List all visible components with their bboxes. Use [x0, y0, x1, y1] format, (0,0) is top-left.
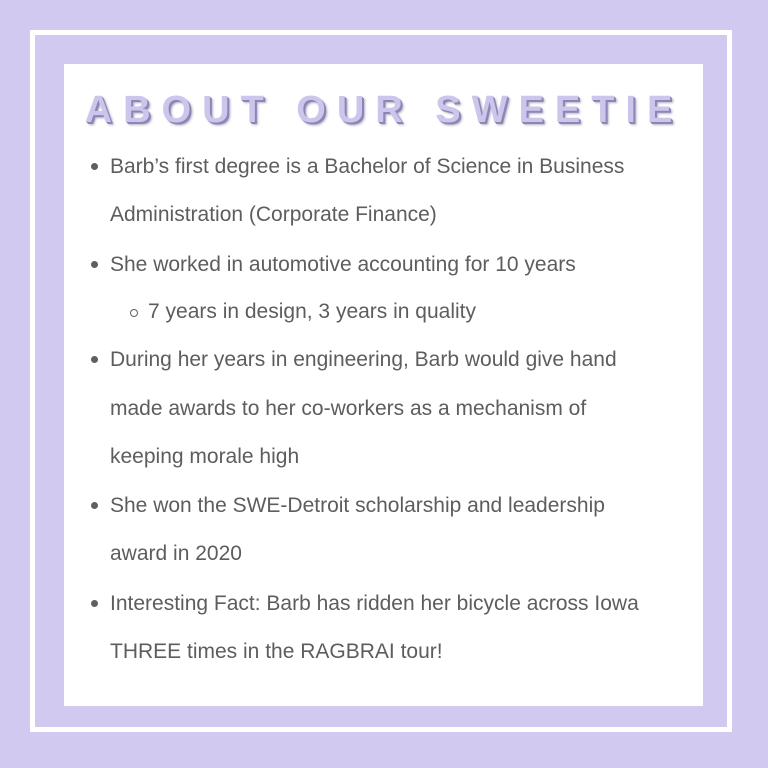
bullet-icon [91, 600, 101, 610]
list-item-line: She won the SWE-Detroit scholarship and leadership [110, 494, 605, 517]
list-item-line: Barb’s first degree is a Bachelor of Science in Business [110, 155, 625, 178]
bullet-icon [91, 356, 101, 366]
list-item-line: THREE times in the RAGBRAI tour! [110, 640, 443, 663]
page-title: ABOUT OUR SWEETIE [84, 89, 684, 131]
list-item-line: She worked in automotive accounting for 10 years [110, 253, 576, 276]
list-item-line: Interesting Fact: Barb has ridden her bicycle across Iowa [110, 592, 639, 615]
list-item-line: Administration (Corporate Finance) [110, 203, 437, 226]
bullet-icon [91, 261, 101, 271]
list-item-line: made awards to her co-workers as a mechanism of [110, 397, 587, 420]
sub-list-item-line: 7 years in design, 3 years in quality [148, 300, 477, 323]
sub-bullet-icon [130, 309, 140, 319]
list-item-line: During her years in engineering, Barb would give hand [110, 348, 617, 371]
bullet-icon [91, 163, 101, 173]
bullet-icon [91, 502, 101, 512]
list-item-line: keeping morale high [110, 445, 300, 468]
list-item-line: award in 2020 [110, 542, 242, 565]
